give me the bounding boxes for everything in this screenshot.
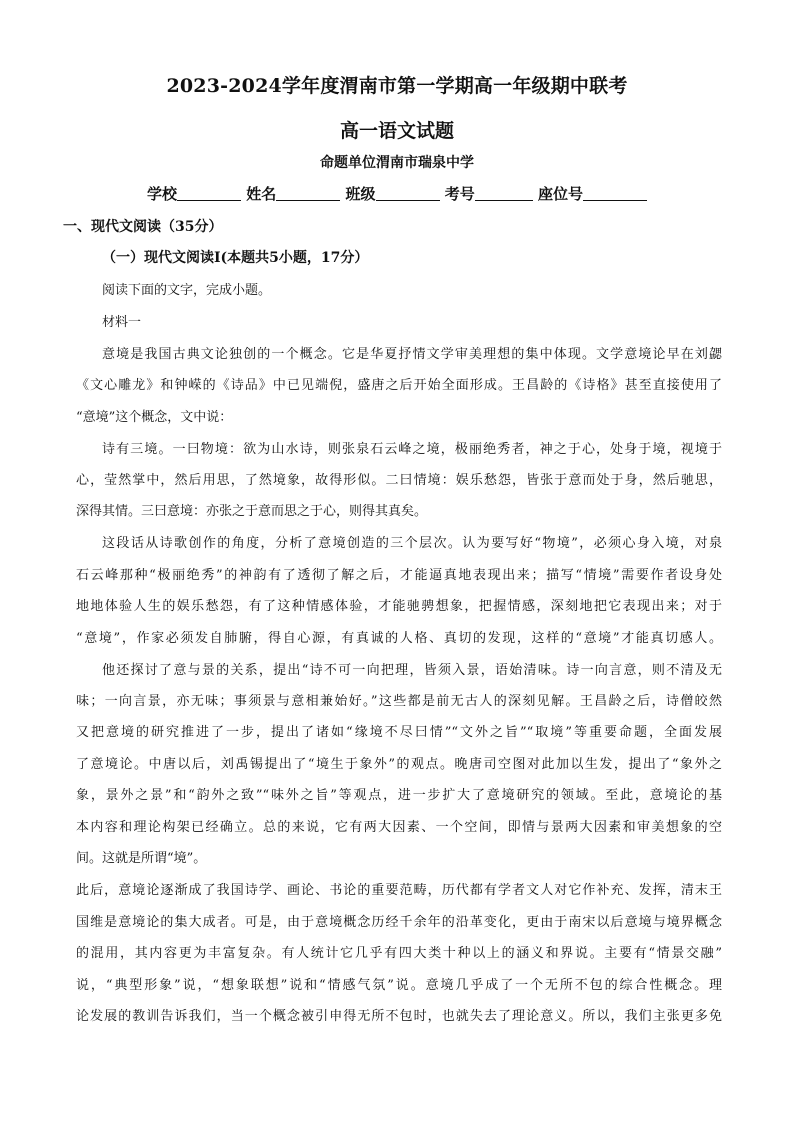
passage-line: 又把意境的研究推进了一步，提出了诸如“缘境不尽曰情”“文外之旨”“取境”等重要命题，全面发展 (76, 725, 722, 740)
passage-line: 《文心雕龙》和钟嵘的《诗品》中已见端倪，盛唐之后开始全面形成。王昌龄的《诗格》甚至直接使用了 (76, 378, 722, 393)
field-exam-number-label: 考号 (444, 185, 475, 203)
field-school-blank[interactable] (177, 186, 241, 201)
field-name-blank[interactable] (276, 186, 340, 201)
field-name-label: 姓名 (246, 185, 277, 203)
field-class-blank[interactable] (376, 186, 440, 201)
instruction-text: 阅读下面的文字，完成小题。 (102, 283, 272, 298)
field-exam-number-blank[interactable] (475, 186, 533, 201)
student-info-fields (0, 183, 794, 204)
setter-unit: 命题单位渭南市瑞泉中学 (320, 155, 474, 171)
exam-title: 2023-2024学年度渭南市第一学期高一年级期中联考 (166, 75, 628, 97)
material-label: 材料一 (102, 315, 142, 330)
passage-line: 此后，意境论逐渐成了我国诗学、画论、书论的重要范畴，历代都有学者文人对它作补充、发挥，清末王 (76, 883, 722, 898)
passage-line: 意境是我国古典文论独创的一个概念。它是华夏抒情文学审美理想的集中体现。文学意境论早在刘勰 (102, 347, 722, 362)
passage-line: 心，莹然掌中，然后用思，了然境象，故得形似。二曰情境：娱乐愁怨，皆张于意而处于身，然后驰思， (76, 473, 722, 488)
passage-line: 地地体验人生的娱乐愁怨，有了这种情感体验，才能驰骋想象，把握情感，深刻地把它表现出来；对于 (76, 599, 722, 614)
section-subheading: （一）现代文阅读Ⅰ(本题共5小题，17分） (102, 250, 369, 266)
passage-line: 本内容和理论构架已经确立。总的来说，它有两大因素、一个空间，即情与景两大因素和审美想象的空 (76, 820, 722, 835)
field-school-label: 学校 (146, 185, 177, 203)
field-class-label: 班级 (345, 185, 376, 203)
passage-line: 他还探讨了意与景的关系，提出“诗不可一向把理，皆须入景，语始清味。诗一向言意，则不清及无 (102, 663, 722, 678)
field-seat-number-label: 座位号 (537, 185, 583, 203)
passage-line: 象，景外之景”和“韵外之致”“味外之旨”等观点，进一步扩大了意境研究的领域。至此，意境论的基 (76, 788, 722, 803)
passage-line: 的混用，其内容更为丰富复杂。有人统计它几乎有四大类十种以上的涵义和界说。主要有“情景交融” (76, 946, 722, 961)
field-seat-number-blank[interactable] (583, 186, 647, 201)
passage-line: 深得其情。三曰意境：亦张之于意而思之于心，则得其真矣。 (76, 504, 428, 519)
passage-line: 味；一向言景，亦无味；事须景与意相兼始好。”这些都是前无古人的深刻见解。王昌龄之后，诗僧皎然 (76, 694, 722, 709)
passage-line: 论发展的教训告诉我们，当一个概念被引申得无所不包时，也就失去了理论意义。所以，我们主张更多免 (76, 1009, 722, 1024)
passage-line: 这段话从诗歌创作的角度，分析了意境创造的三个层次。认为要写好“物境”，必须心身入境，对泉 (102, 536, 722, 551)
passage-line: 石云峰那种“极丽绝秀”的神韵有了透彻了解之后，才能逼真地表现出来；描写“情境”需要作者设身处 (76, 568, 722, 583)
passage-line: 诗有三境。一曰物境：欲为山水诗，则张泉石云峰之境，极丽绝秀者，神之于心，处身于境，视境于 (102, 442, 722, 457)
passage-line: 说，“典型形象”说，“想象联想”说和“情感气氛”说。意境几乎成了一个无所不包的综合性概念。理 (76, 978, 722, 993)
passage-line: “意境”这个概念，文中说： (76, 410, 233, 425)
passage-line: 间。这就是所谓“境”。 (76, 851, 207, 866)
passage-line: “意境”，作家必须发自肺腑，得自心源，有真诚的人格、真切的发现，这样的“意境”才能真切感人。 (76, 631, 722, 646)
exam-subtitle: 高一语文试题 (339, 120, 454, 142)
passage-line: 国维是意境论的集大成者。可是，由于意境概念历经千余年的沿革变化，更由于南宋以后意境与境界概念 (76, 915, 722, 930)
passage-line: 了意境论。中唐以后，刘禹锡提出了“境生于象外”的观点。晚唐司空图对此加以生发，提出了“象外之 (76, 757, 722, 772)
section-heading: 一、现代文阅读（35分） (63, 219, 223, 235)
